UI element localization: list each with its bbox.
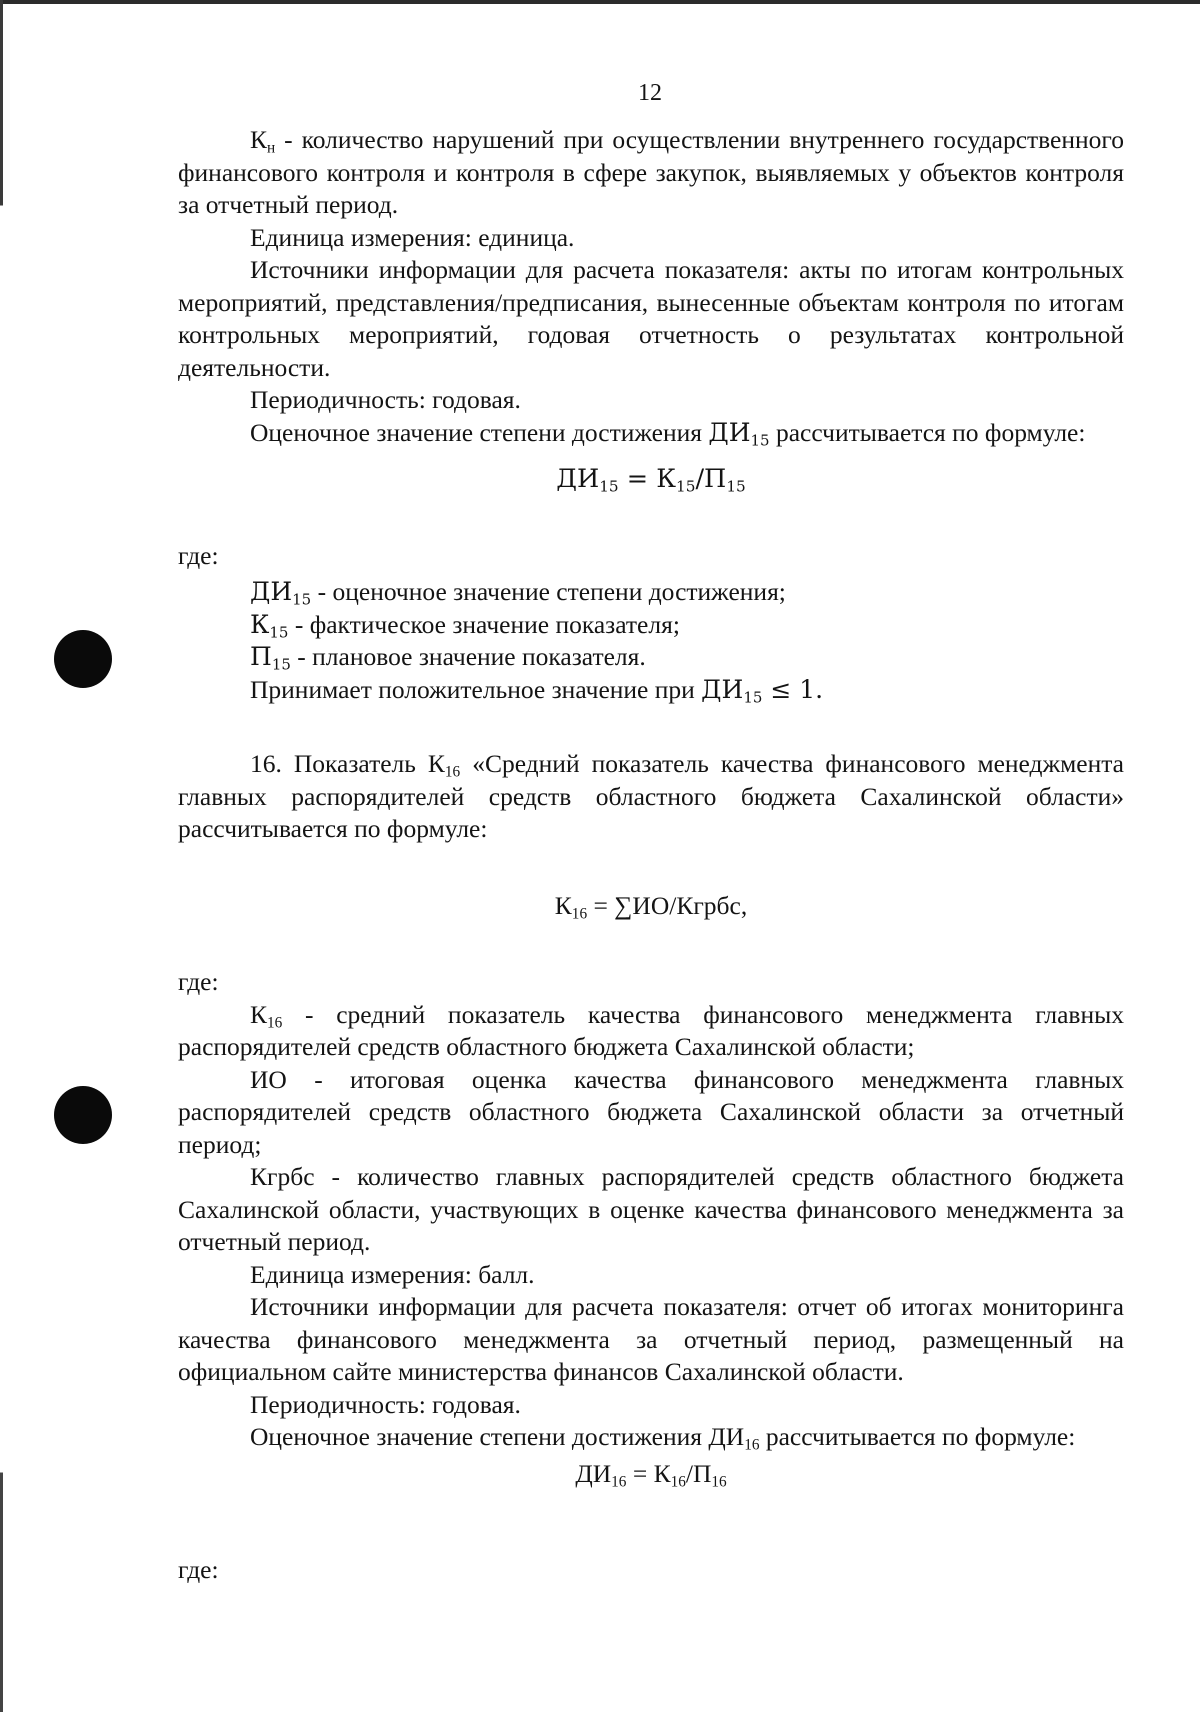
periodicity-2: Периодичность: годовая. (250, 1389, 521, 1419)
definition-io: ИО - итоговая оценка качества финансового менеджмента главных распорядителей средств областного бюджета Сахалинской области за отчетный период; (178, 1064, 1124, 1159)
spacer (178, 846, 1124, 876)
unit-of-measure-2: Единица измерения: балл. (250, 1259, 535, 1289)
estimate-text-16: Оценочное значение степени достижения $ДИ_{16}$ рассчитывается по формуле: (250, 1422, 1076, 1454)
page-number: 12 (638, 80, 662, 106)
unit-of-measure-1: Единица измерения: единица. (250, 222, 575, 252)
indicator-16-heading: 16. Показатель $К_{16}$ «Средний показатель качества финансового менеджмента главных распорядителей средств областного бюджета Сахалинской области» рассчитывается по формуле: (178, 749, 1124, 843)
where-label-1: где: (178, 540, 219, 570)
definition-kn: $К_н$ - количество нарушений при осуществлении внутреннего государственного финансового контроля и контроля в сфере закупок, выявляемых у объектов контроля за отчетный период. (178, 125, 1124, 219)
formula-di15: $ДИ_{15} = К_{15}/П_{15}$ (556, 464, 746, 496)
definition-k15: $К_{15}$ - фактическое значение показателя; (250, 609, 680, 641)
formula-k16: $К_{16}$ = ∑ИО/Кгрбс, (554, 890, 748, 923)
spacer (178, 936, 1124, 966)
definition-di15: $ДИ_{15}$ - оценочное значение степени достижения; (250, 577, 786, 609)
punch-hole-upper (54, 630, 112, 688)
definition-p15: $П_{15}$ - плановое значение показателя. (250, 642, 646, 674)
definition-k16: $К_{16}$ - средний показатель качества финансового менеджмента главных распорядителей средств областного бюджета Сахалинской области; (178, 999, 1124, 1061)
document-body (178, 124, 1124, 1587)
estimate-text-15: Оценочное значение степени достижения $ДИ_{15}$ рассчитывается по формуле: (250, 417, 1086, 449)
formula-di16: $ДИ_{16} = К_{16}/П_{16}$ (575, 1458, 727, 1491)
scan-left-edge (0, 0, 3, 1712)
spacer (178, 706, 1124, 748)
where-label-2: где: (178, 967, 219, 996)
scan-top-edge (0, 0, 1200, 4)
information-sources-1: Источники информации для расчета показателя: акты по итогам контрольных мероприятий, представления/предписания, вынесенные объектам контроля по итогам контрольных мероприятий, годовая отчетность о результатах контрольной деятельности. (178, 255, 1124, 382)
information-sources-2: Источники информации для расчета показателя: отчет об итогах мониторинга качества финансового менеджмента за отчетный период, размещенный на официальном сайте министерства финансов Сахалинской области. (178, 1292, 1124, 1386)
spacer (178, 510, 1124, 540)
punch-hole-lower (54, 1086, 112, 1144)
definitions-15 (178, 576, 1124, 706)
periodicity-1: Периодичность: годовая. (250, 385, 521, 414)
definition-kgrbs: Кгрбс - количество главных распорядителей средств областного бюджета Сахалинской области, участвующих в оценке качества финансового менеджмента за отчетный период. (178, 1162, 1124, 1256)
positive-condition-15: Принимает положительное значение при $ДИ_{15} \le 1$. (250, 674, 824, 706)
where-label-3: где: (178, 1555, 219, 1584)
spacer (178, 1504, 1124, 1554)
